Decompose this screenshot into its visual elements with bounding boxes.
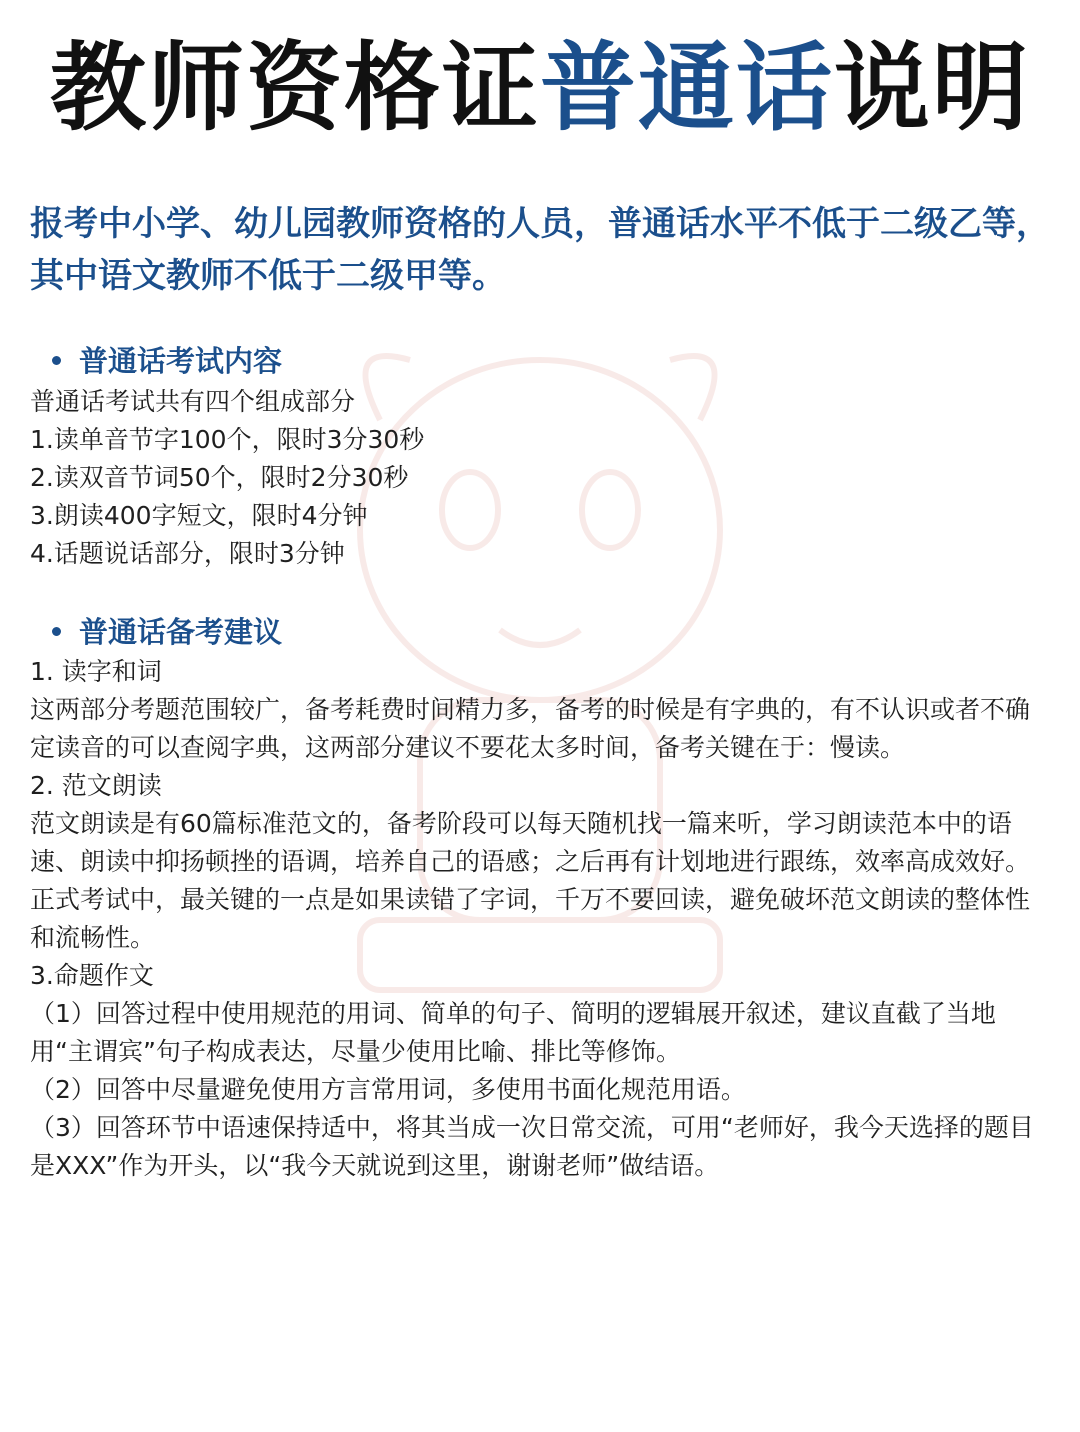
bullet-icon — [52, 356, 61, 365]
title-part-2: 普通话 — [540, 32, 834, 144]
advice-item-3-point-3: （3）回答环节中语速保持适中，将其当成一次日常交流，可用“老师好，我今天选择的题目是XXX”作为开头，以“我今天就说到这里，谢谢老师”做结语。 — [30, 1113, 1034, 1180]
advice-item-3-point-1: （1）回答过程中使用规范的用词、简单的句子、简明的逻辑展开叙述，建议直截了当地用“主谓宾”句子构成表达，尽量少使用比喻、排比等修饰。 — [30, 999, 996, 1066]
advice-item-2-body-2: 正式考试中，最关键的一点是如果读错了字词，千万不要回读，避免破坏范文朗读的整体性和流畅性。 — [30, 885, 1031, 952]
section-heading-text: 普通话备考建议 — [79, 615, 283, 649]
intro-paragraph: 报考中小学、幼儿园教师资格的人员，普通话水平不低于二级乙等，其中语文教师不低于二级甲等。 — [30, 204, 1050, 296]
advice-item-2-title: 2. 范文朗读 — [30, 771, 162, 800]
title-part-1: 教师资格证 — [50, 32, 540, 144]
section-heading-text: 普通话考试内容 — [79, 344, 283, 378]
exam-content-item-1: 1.读单音节字100个，限时3分30秒 — [30, 425, 425, 454]
section-heading-prep-advice — [52, 612, 282, 652]
exam-content-item-2: 2.读双音节词50个，限时2分30秒 — [30, 463, 409, 492]
exam-content-list — [30, 383, 1054, 573]
advice-item-1-title: 1. 读字和词 — [30, 657, 162, 686]
page-title — [0, 28, 1080, 148]
prep-advice-content — [30, 653, 1054, 1185]
exam-content-item-4: 4.话题说话部分，限时3分钟 — [30, 539, 345, 568]
advice-item-3-point-2: （2）回答中尽量避免使用方言常用词，多使用书面化规范用语。 — [30, 1075, 746, 1104]
exam-content-intro: 普通话考试共有四个组成部分 — [30, 387, 356, 416]
advice-item-3-title: 3.命题作文 — [30, 961, 154, 990]
exam-content-item-3: 3.朗读400字短文，限时4分钟 — [30, 501, 368, 530]
advice-item-2-body-1: 范文朗读是有60篇标准范文的，备考阶段可以每天随机找一篇来听，学习朗读范本中的语速、朗读中抑扬顿挫的语调，培养自己的语感；之后再有计划地进行跟练，效率高成效好。 — [30, 809, 1031, 876]
bullet-icon — [52, 627, 61, 636]
title-part-3: 说明 — [834, 32, 1030, 144]
section-heading-exam-content — [52, 341, 282, 381]
advice-item-1-body: 这两部分考题范围较广，备考耗费时间精力多，备考的时候是有字典的，有不认识或者不确定读音的可以查阅字典，这两部分建议不要花太多时间，备考关键在于：慢读。 — [30, 695, 1031, 762]
